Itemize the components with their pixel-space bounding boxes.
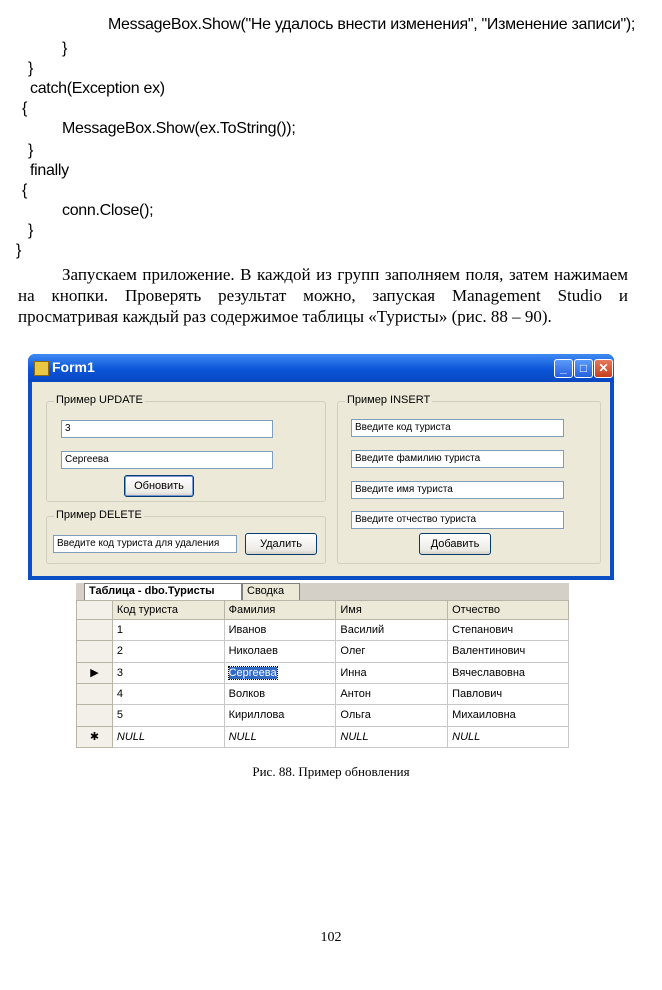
code-line: } [16, 242, 22, 259]
table-cell[interactable]: Кириллова [224, 705, 336, 726]
maximize-icon[interactable]: □ [574, 359, 593, 378]
insert-group-label: Пример INSERT [347, 394, 431, 406]
table-cell-null[interactable]: NULL [336, 726, 448, 747]
table-cell[interactable]: 1 [112, 620, 224, 641]
table-cell[interactable]: Михаиловна [448, 705, 569, 726]
update-button[interactable]: Обновить [124, 475, 194, 497]
row-selector[interactable] [77, 683, 113, 704]
form-app-icon [34, 361, 49, 376]
code-line: } [28, 60, 34, 77]
column-header[interactable]: Отчество [448, 601, 569, 620]
grid-tabs [76, 583, 569, 600]
table-cell[interactable]: 5 [112, 705, 224, 726]
update-groupbox [46, 394, 326, 502]
table-row[interactable] [77, 683, 569, 704]
figure-caption: Рис. 88. Пример обновления [252, 764, 410, 779]
row-selector[interactable] [77, 705, 113, 726]
paragraph-text: Запускаем приложение. В каждой из групп заполняем поля, затем нажимаем на кнопки. Проверять результат можно, запуская Management Studio и просматривая каждый раз содержимое таблицы «Туристы» (рис. 88 – 90). [18, 265, 628, 326]
minimize-icon[interactable]: _ [554, 359, 573, 378]
selected-cell-text[interactable]: Сергеева [228, 666, 277, 679]
table-cell[interactable]: Василий [336, 620, 448, 641]
column-header[interactable]: Фамилия [224, 601, 336, 620]
table-cell[interactable]: Валентинович [448, 641, 569, 662]
code-line: } [28, 142, 34, 159]
close-icon[interactable]: ✕ [594, 359, 613, 378]
tourists-table [76, 600, 569, 748]
insert-surname-input[interactable]: Введите фамилию туриста [351, 450, 564, 468]
update-id-input[interactable]: 3 [61, 420, 273, 438]
table-cell[interactable]: Инна [336, 662, 448, 683]
table-cell[interactable]: Вячеславовна [448, 662, 569, 683]
code-line: } [62, 40, 68, 57]
table-header-row [77, 601, 569, 620]
table-cell[interactable]: Николаев [224, 641, 336, 662]
update-surname-input[interactable]: Сергеева [61, 451, 273, 469]
table-row-new[interactable] [77, 726, 569, 747]
row-selector[interactable] [77, 620, 113, 641]
table-cell[interactable]: Степанович [448, 620, 569, 641]
table-cell-null[interactable]: NULL [448, 726, 569, 747]
delete-id-input[interactable]: Введите код туриста для удаления [53, 535, 237, 553]
column-header[interactable]: Имя [336, 601, 448, 620]
code-line: } [28, 222, 34, 239]
form-window [28, 354, 614, 580]
new-row-icon[interactable]: ✱ [77, 726, 113, 747]
window-title: Form1 [52, 359, 95, 375]
column-header[interactable]: Код туриста [112, 601, 224, 620]
table-cell[interactable]: Иванов [224, 620, 336, 641]
delete-groupbox [46, 509, 326, 564]
code-line: catch(Exception ex) [30, 80, 165, 97]
tab-table-tourists[interactable]: Таблица - dbo.Туристы [84, 583, 242, 600]
row-selector-header [77, 601, 113, 620]
insert-name-input[interactable]: Введите имя туриста [351, 481, 564, 499]
table-row[interactable] [77, 705, 569, 726]
table-row[interactable] [77, 641, 569, 662]
tab-summary[interactable]: Сводка [242, 583, 300, 600]
insert-id-input[interactable]: Введите код туриста [351, 419, 564, 437]
code-line: { [22, 100, 28, 117]
table-cell[interactable]: 3 [112, 662, 224, 683]
code-line: { [22, 182, 28, 199]
table-cell[interactable]: 2 [112, 641, 224, 662]
table-row[interactable] [77, 620, 569, 641]
body-paragraph [18, 264, 628, 327]
current-row-icon[interactable]: ▶ [77, 662, 113, 683]
table-cell[interactable]: Волков [224, 683, 336, 704]
insert-button[interactable]: Добавить [419, 533, 491, 555]
delete-button[interactable]: Удалить [245, 533, 317, 555]
code-line: MessageBox.Show("Не удалось внести изменения", "Изменение записи"); [108, 16, 636, 33]
table-row-current[interactable] [77, 662, 569, 683]
window-titlebar [28, 354, 614, 382]
row-selector[interactable] [77, 641, 113, 662]
table-cell-selected[interactable] [224, 662, 336, 683]
table-cell[interactable]: Ольга [336, 705, 448, 726]
update-group-label: Пример UPDATE [56, 394, 143, 406]
insert-groupbox [337, 394, 601, 564]
table-cell-null[interactable]: NULL [224, 726, 336, 747]
form-client-area [32, 382, 610, 576]
code-line: finally [30, 162, 69, 179]
code-line: conn.Close(); [62, 202, 154, 219]
code-line: MessageBox.Show(ex.ToString()); [62, 120, 296, 137]
delete-group-label: Пример DELETE [56, 509, 142, 521]
table-cell-null[interactable]: NULL [112, 726, 224, 747]
table-cell[interactable]: Олег [336, 641, 448, 662]
table-cell[interactable]: 4 [112, 683, 224, 704]
table-cell[interactable]: Антон [336, 683, 448, 704]
insert-patronymic-input[interactable]: Введите отчество туриста [351, 511, 564, 529]
page-number: 102 [320, 930, 342, 945]
table-cell[interactable]: Павлович [448, 683, 569, 704]
